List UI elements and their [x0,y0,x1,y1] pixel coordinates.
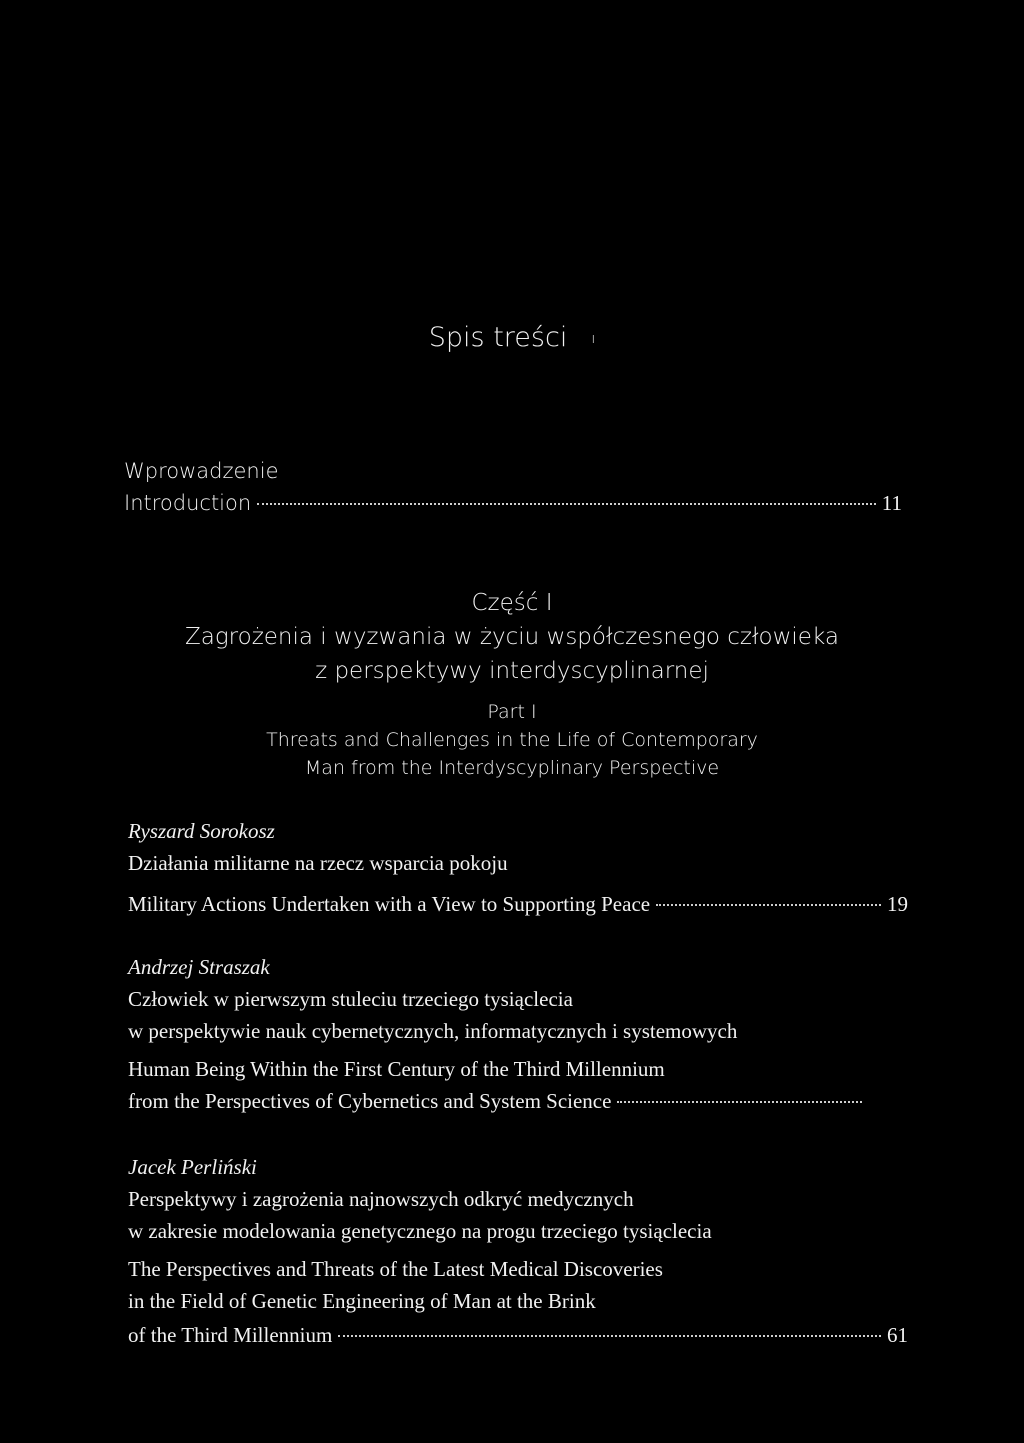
dot-leader [617,1101,862,1103]
entry-title-en-line3: of the Third Millennium [128,1323,333,1347]
toc-entry-human-being[interactable] [128,1086,868,1116]
intro-label-en: Introduction [124,491,252,515]
entry-author: Andrzej Straszak [128,955,270,979]
entry-title-en-line1: Human Being Within the First Century of the Third Millennium [128,1057,665,1081]
part-heading-en [0,698,1024,782]
entry-page-number: 19 [887,892,908,916]
toc-entry-military-actions[interactable] [128,889,908,919]
page-title [0,322,1024,353]
entry-title-en: Military Actions Undertaken with a View to Supporting Peace [128,892,651,916]
part-heading-pl [0,586,1024,688]
page-title-text: Spis treści [428,322,568,353]
entry-title-pl-line1: Człowiek w pierwszym stuleciu trzeciego tysiąclecia [128,987,573,1011]
entry-title-pl-line2: w zakresie modelowania genetycznego na progu trzeciego tysiąclecia [128,1219,712,1243]
intro-label-pl: Wprowadzenie [124,459,279,483]
entry-page-number: 61 [887,1323,908,1347]
toc-entry-perspectives-threats[interactable] [128,1320,908,1350]
part-number-en: Part I [487,701,537,723]
stray-mark: ı [591,330,596,347]
dot-leader [656,904,881,906]
part-title-pl-line1: Zagrożenia i wyzwania w życiu współczesnego człowieka [185,624,839,650]
part-title-en-line2: Man from the Interdyscyplinary Perspective [304,757,720,779]
dot-leader [338,1335,881,1337]
entry-title-pl-line2: w perspektywie nauk cybernetycznych, informatycznych i systemowych [128,1019,738,1043]
entry-title-pl-line1: Perspektywy i zagrożenia najnowszych odkryć medycznych [128,1187,634,1211]
entry-title-pl: Działania militarne na rzecz wsparcia pokoju [128,851,508,875]
entry-author: Jacek Perliński [128,1155,257,1179]
entry-title-en-line2: in the Field of Genetic Engineering of Man at the Brink [128,1289,596,1313]
entry-title-en-line1: The Perspectives and Threats of the Latest Medical Discoveries [128,1257,663,1281]
entry-title-en-line2: from the Perspectives of Cybernetics and System Science [128,1089,612,1113]
dot-leader [257,503,876,505]
part-title-en-line1: Threats and Challenges in the Life of Contemporary [266,729,758,751]
part-number-pl: Część I [471,590,553,616]
intro-page-number: 11 [881,491,902,515]
toc-entry-introduction[interactable] [124,488,902,518]
part-title-pl-line2: z perspektywy interdyscyplinarnej [315,658,709,684]
entry-author: Ryszard Sorokosz [128,819,275,843]
